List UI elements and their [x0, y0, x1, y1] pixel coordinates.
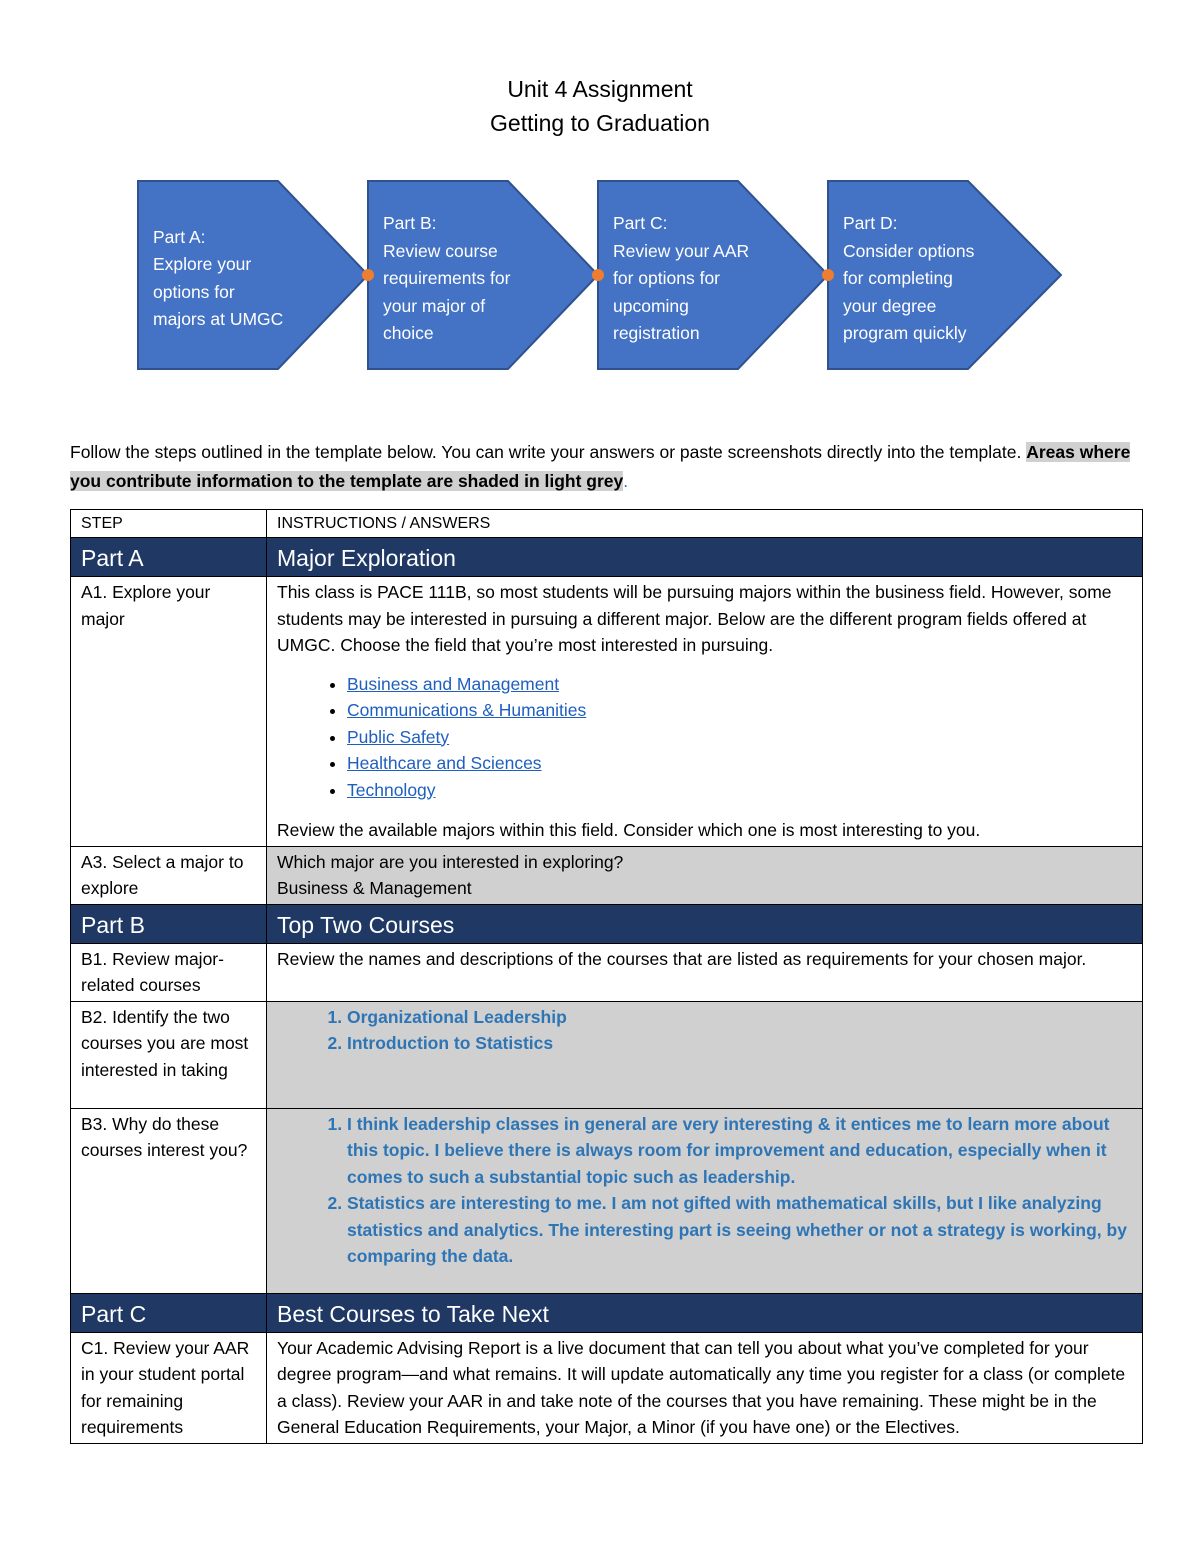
- title-line-1: Unit 4 Assignment: [507, 76, 693, 102]
- program-field-list: [277, 671, 1132, 804]
- answer-cell[interactable]: [267, 846, 1143, 904]
- section-part-a: [71, 538, 1143, 577]
- flow-step-b-line-2: Review course: [383, 241, 498, 261]
- field-link-technology[interactable]: Technology: [347, 779, 436, 800]
- instructions-footer: Review the available majors within this field. Consider which one is most interesting to you.: [277, 820, 981, 840]
- flow-step-d: [828, 181, 1061, 369]
- connector-dot-ab: [362, 269, 374, 281]
- instructions-text: Your Academic Advising Report is a live document that can tell you about what you’ve completed for your degree program—and what remains. It will update automatically any time you register for a class (or complete a class). Review your AAR in and take note of the courses that you have remaining. These might be in the General Education Requirements, your Major, a Minor (if you have one) or the Electives.: [267, 1332, 1143, 1443]
- process-flow-diagram: [0, 0, 1200, 400]
- flow-step-a: [138, 181, 368, 369]
- header-instructions: INSTRUCTIONS / ANSWERS: [267, 510, 1143, 538]
- flow-step-b-line-3: requirements for: [383, 268, 511, 288]
- section-title: Top Two Courses: [267, 904, 1143, 943]
- flow-step-c-line-4: upcoming: [613, 296, 689, 316]
- answer-cell[interactable]: [267, 1108, 1143, 1293]
- list-item: 2. Introduction to Statistics: [347, 1030, 1132, 1057]
- flow-step-b-line-1: Part B:: [383, 213, 437, 233]
- flow-step-c-line-5: registration: [613, 323, 700, 343]
- title-line-2: Getting to Graduation: [490, 110, 710, 136]
- flow-step-b: [368, 181, 598, 369]
- field-link-business[interactable]: Business and Management: [347, 673, 560, 694]
- list-item: [347, 697, 1132, 724]
- section-label: Part B: [71, 904, 267, 943]
- step-label: A3. Select a major to explore: [71, 846, 267, 904]
- row-b2: [71, 1001, 1143, 1108]
- intro-paragraph: [70, 438, 1145, 496]
- intro-text: Follow the steps outlined in the template below. You can write your answers or paste screenshots directly into the template.: [70, 442, 1027, 462]
- flow-step-a-line-2: Explore your: [153, 254, 252, 274]
- list-item: [347, 777, 1132, 804]
- step-label: B2. Identify the two courses you are most interested in taking: [71, 1001, 267, 1108]
- section-label: Part C: [71, 1293, 267, 1332]
- connector-dot-cd: [822, 269, 834, 281]
- section-title: Major Exploration: [267, 538, 1143, 577]
- row-a3: [71, 846, 1143, 904]
- flow-step-c-line-3: for options for: [613, 268, 720, 288]
- flow-step-c-line-2: Review your AAR: [613, 241, 750, 261]
- flow-step-d-line-3: for completing: [843, 268, 953, 288]
- intro-highlight: Areas where you contribute information to the template are shaded in light grey: [70, 442, 1131, 491]
- step-label: B1. Review major-related courses: [71, 943, 267, 1001]
- answer-text: Business & Management: [277, 878, 472, 898]
- section-part-c: [71, 1293, 1143, 1332]
- flow-step-b-line-4: your major of: [383, 296, 486, 316]
- instructions-text: Review the names and descriptions of the courses that are listed as requirements for your chosen major.: [267, 943, 1143, 1001]
- step-label: C1. Review your AAR in your student portal for remaining requirements: [71, 1332, 267, 1443]
- row-a1: [71, 577, 1143, 847]
- course-answer-list: [277, 1004, 1132, 1057]
- question-text: Which major are you interested in exploring?: [277, 851, 624, 872]
- flow-step-d-line-5: program quickly: [843, 323, 967, 343]
- step-label: B3. Why do these courses interest you?: [71, 1108, 267, 1293]
- step-label: A1. Explore your major: [71, 577, 267, 847]
- flow-step-c: [598, 181, 828, 369]
- row-b3: [71, 1108, 1143, 1293]
- flow-step-a-line-4: majors at UMGC: [153, 309, 284, 329]
- list-item: 2. Statistics are interesting to me. I am not gifted with mathematical skills, but I like analyzing statistics and analytics. The interesting part is seeing whether or not a strategy is working, by comparing the data.: [347, 1190, 1132, 1270]
- list-item: 1. Organizational Leadership: [347, 1004, 1132, 1031]
- row-b1: [71, 943, 1143, 1001]
- flow-step-a-line-3: options for: [153, 282, 235, 302]
- flow-step-a-line-1: Part A:: [153, 227, 206, 247]
- section-title: Best Courses to Take Next: [267, 1293, 1143, 1332]
- answer-cell[interactable]: [267, 1001, 1143, 1108]
- reason-answer-list: [277, 1111, 1132, 1270]
- list-item: [347, 750, 1132, 777]
- instructions-cell: [267, 577, 1143, 847]
- row-c1: [71, 1332, 1143, 1443]
- assignment-template-table: [70, 509, 1143, 1444]
- section-part-b: [71, 904, 1143, 943]
- table-header-row: [71, 510, 1143, 538]
- list-item: [347, 724, 1132, 751]
- flow-step-d-line-4: your degree: [843, 296, 937, 316]
- field-link-communications[interactable]: Communications & Humanities: [347, 700, 587, 720]
- connector-dot-bc: [592, 269, 604, 281]
- flow-step-c-line-1: Part C:: [613, 213, 668, 233]
- flow-step-d-line-1: Part D:: [843, 213, 898, 233]
- field-link-public-safety[interactable]: Public Safety: [347, 726, 450, 747]
- list-item: 1. I think leadership classes in general are very interesting & it entices me to learn more about this topic. I believe there is always room for improvement and education, especially when it comes to such a substantial topic such as leadership.: [347, 1111, 1132, 1191]
- header-step: STEP: [71, 510, 267, 538]
- instructions-text: This class is PACE 111B, so most students will be pursuing majors within the business field. However, some students may be interested in pursuing a different major. Below are the different program fields offered at UMGC. Choose the field that you’re most interested in pursuing.: [277, 582, 1112, 655]
- flow-step-b-line-5: choice: [383, 323, 434, 343]
- flow-step-a-shape: [138, 181, 368, 369]
- intro-period: .: [623, 471, 629, 491]
- field-link-healthcare[interactable]: Healthcare and Sciences: [347, 753, 542, 773]
- list-item: [347, 671, 1132, 698]
- flow-step-d-line-2: Consider options: [843, 241, 975, 261]
- section-label: Part A: [71, 538, 267, 577]
